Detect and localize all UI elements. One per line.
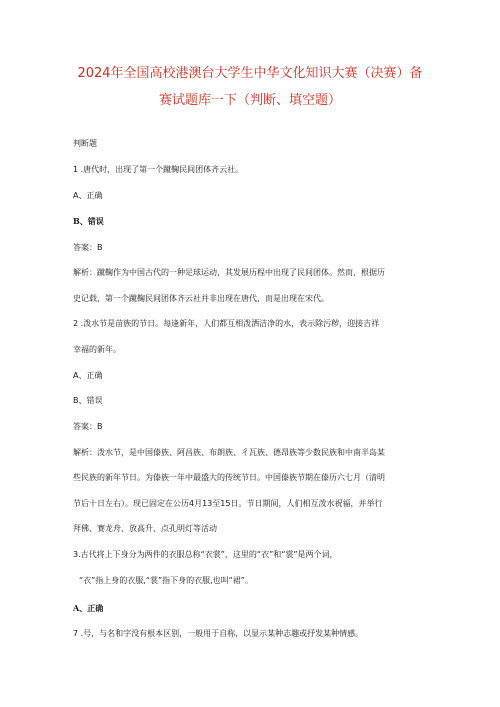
question-1-option-b: B、错误 xyxy=(73,216,104,226)
question-2-explanation-line-4: 拜佛、赛龙舟、放高升、点孔明灯等活动 xyxy=(73,524,217,533)
question-2-explanation-line-2: 些民族的新年节日。为傣族一年中最盛大的传统节日。中国傣族节期在傣历六七月（清明 xyxy=(73,473,385,482)
section-heading: 判断题 xyxy=(73,139,97,148)
page-title-line-2: 赛试题库一下（判断、填空题） xyxy=(158,93,341,108)
question-3-stem-line-1: 3.古代将上下身分为两件的衣服总称“衣裳”，这里的“衣”和“裳”是两个词， xyxy=(73,550,338,559)
question-3-stem-line-2: “衣”指上身的衣服,“裳”指下身的衣服,也叫“裙”。 xyxy=(79,576,253,585)
question-2-answer: 答案：B xyxy=(73,422,103,431)
page-title-line-1: 2024年全国高校港澳台大学生中华文化知识大赛（决赛）备 xyxy=(77,66,423,81)
question-1-explanation-line-1: 解析：蹴鞠作为中国古代的一种足球运动，其发展历程中出现了民间团体。然而，根据历 xyxy=(73,268,385,277)
question-2-stem-line-2: 幸福的新年。 xyxy=(73,345,121,354)
question-2-explanation-line-1: 解析：泼水节，是中国傣族、阿昌族、布朗族、彳瓦族、德昂族等少数民族和中南半岛某 xyxy=(73,448,385,457)
question-2-option-b: B、错误 xyxy=(73,396,103,405)
question-2-explanation-line-3: 节后十日左右）。现已固定在公历4月13至15日。节日期间，人们相互泼水祝福，并举行 xyxy=(73,499,383,508)
question-1-option-a: A、正确 xyxy=(73,191,103,200)
question-2-option-a: A、正确 xyxy=(73,371,103,380)
question-1-answer: 答案：B xyxy=(73,243,103,252)
question-7-stem: 7 .号，与名和字没有根本区别，一般用于自称，以显示某种志趣或抒发某种情感。 xyxy=(73,629,364,638)
question-1-stem: 1 .唐代时，出现了第一个蹴鞠民间团体齐云社。 xyxy=(73,165,244,174)
question-2-stem-line-1: 2 .泼水节是苗族的节日。每逢新年，人们都互相泼洒洁净的水，表示除污秽，迎接吉祥 xyxy=(73,319,380,328)
question-3-option-a: A、正确 xyxy=(73,603,104,613)
question-1-explanation-line-2: 史记载，第一个蹴鞠民间团体齐云社并非出现在唐代，而是出现在宋代。 xyxy=(73,294,329,303)
